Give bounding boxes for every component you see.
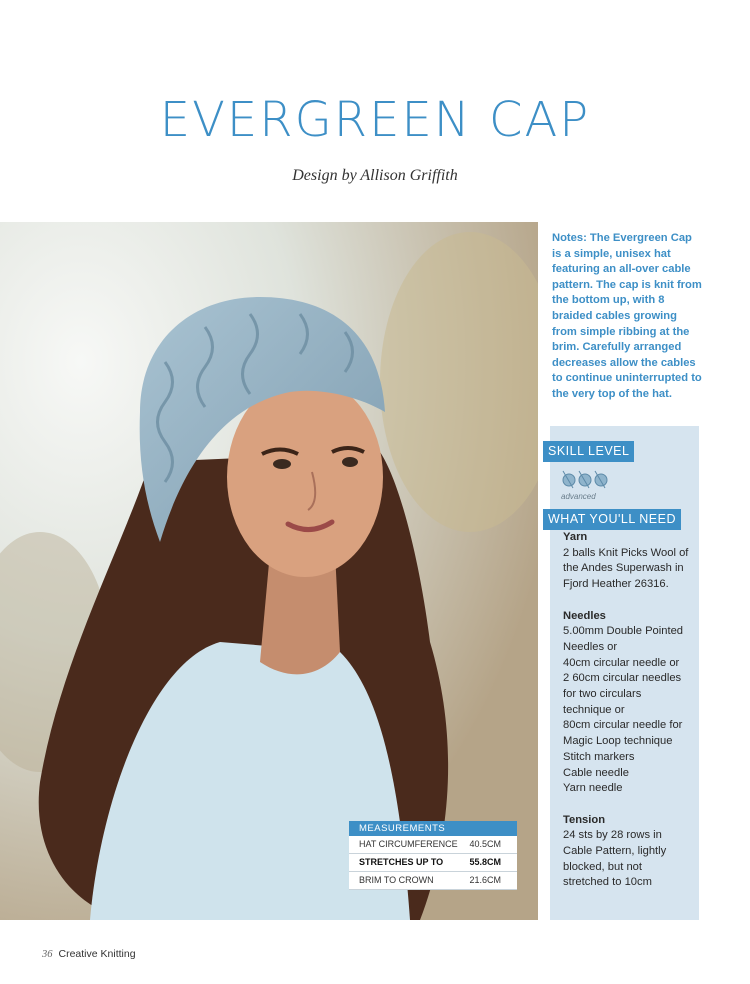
yarn-line: the Andes Superwash in xyxy=(563,562,684,575)
needles-line: Magic Loop technique xyxy=(563,735,673,748)
needles-line: 40cm circular needle or xyxy=(563,656,680,669)
needles-line: 2 60cm circular needles xyxy=(563,672,682,685)
needles-title: Needles xyxy=(563,609,606,622)
needles-line: for two circulars xyxy=(563,688,642,701)
needles-line: 80cm circular needle for xyxy=(563,719,683,732)
tension-line: Cable Pattern, lightly xyxy=(563,845,667,858)
table-row xyxy=(349,854,517,872)
tension-title: Tension xyxy=(563,813,606,826)
needles-line: 5.00mm Double Pointed xyxy=(563,625,684,638)
model-photo-illustration xyxy=(0,222,538,920)
pattern-notes: Notes: The Evergreen Cap is a simple, unisex hat featuring an all-over cable pattern. The cap is knit from the bottom up, with 8 braided cables growing from simple ribbing at the brim. Carefully arranged decreases allow the cables to continue uninterrupted to the very top of the hat. xyxy=(552,232,702,400)
hero-photo xyxy=(0,222,538,920)
measurement-label: BRIM TO CROWN xyxy=(359,875,434,885)
materials-list xyxy=(563,530,695,907)
magazine-name: Creative Knitting xyxy=(58,948,136,960)
needles-line: Yarn needle xyxy=(563,782,623,795)
tension-line: 24 sts by 28 rows in xyxy=(563,829,662,842)
yarn-title: Yarn xyxy=(563,531,588,543)
measurement-value: 40.5CM xyxy=(469,839,501,849)
tension-line: stretched to 10cm xyxy=(563,876,652,889)
page-number: 36 xyxy=(42,949,53,960)
skill-level-label: advanced xyxy=(561,492,596,501)
measurement-value: 55.8CM xyxy=(469,857,501,867)
needles-line: Needles or xyxy=(563,640,618,653)
page-footer xyxy=(42,948,136,960)
needles-line: Stitch markers xyxy=(563,750,635,763)
table-row xyxy=(349,872,517,890)
page-title: EVERGREEN CAP xyxy=(159,92,591,148)
tension-line: blocked, but not xyxy=(563,860,642,873)
skill-level-heading: SKILL LEVEL xyxy=(543,441,634,462)
measurement-label: STRETCHES UP TO xyxy=(359,857,444,867)
yarn-line: Fjord Heather 26316. xyxy=(563,578,669,591)
measurements-table xyxy=(349,821,517,890)
needles-line: Cable needle xyxy=(563,766,629,779)
measurement-label: HAT CIRCUMFERENCE xyxy=(359,839,458,849)
measurement-value: 21.6CM xyxy=(469,875,501,885)
needles-line: technique or xyxy=(563,703,625,716)
yarn-line: 2 balls Knit Picks Wool of xyxy=(563,546,689,559)
materials-heading: WHAT YOU'LL NEED xyxy=(543,509,681,530)
table-row xyxy=(349,836,517,854)
designer-byline: Design by Allison Griffith xyxy=(292,167,458,184)
measurements-heading: MEASUREMENTS xyxy=(349,821,517,836)
